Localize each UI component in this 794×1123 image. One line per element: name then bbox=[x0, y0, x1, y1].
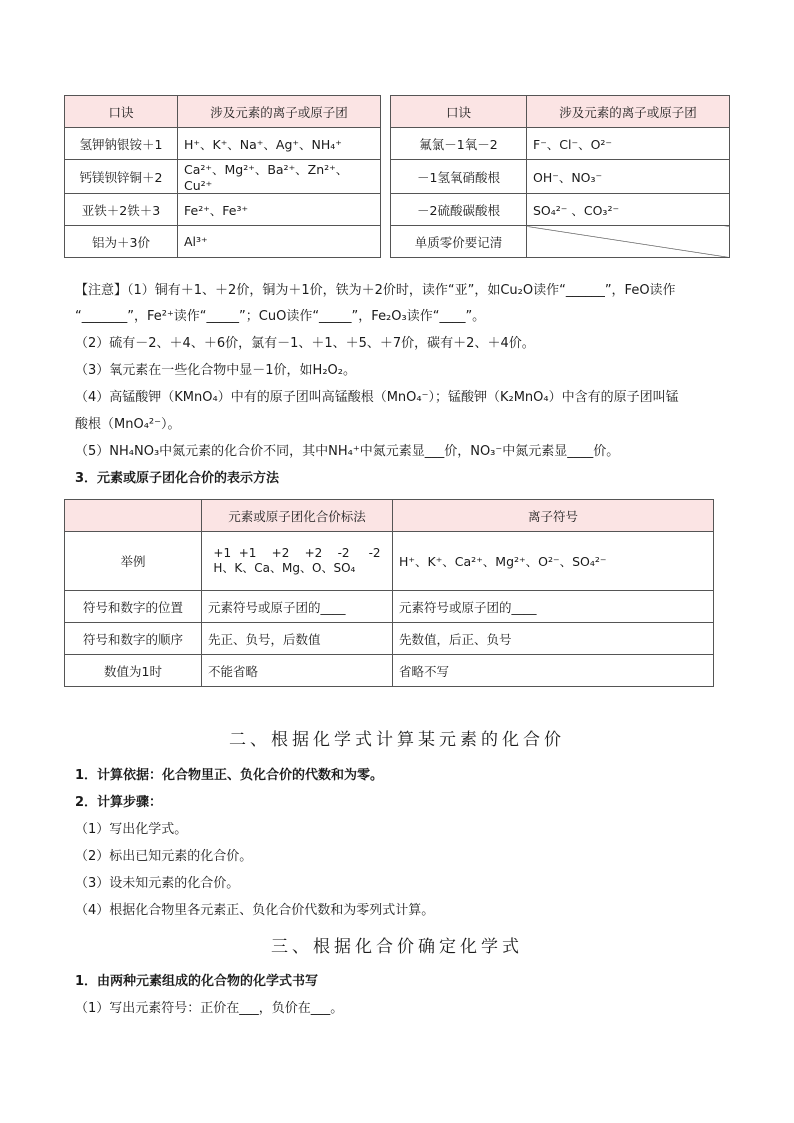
valence-numbers: +1 +1 +2 +2 -2 -2 bbox=[213, 546, 381, 560]
ions-cell: Fe²⁺、Fe³⁺ bbox=[178, 194, 381, 226]
ion-example: H⁺、K⁺、Ca²⁺、Mg²⁺、O²⁻、SO₄²⁻ bbox=[393, 532, 714, 591]
ions-cell: Al³⁺ bbox=[178, 226, 381, 258]
row-label: 符号和数字的位置 bbox=[65, 591, 202, 623]
header-ion: 离子符号 bbox=[393, 500, 714, 532]
ions-cell: H⁺、K⁺、Na⁺、Ag⁺、NH₄⁺ bbox=[178, 128, 381, 160]
table-row bbox=[65, 532, 714, 591]
cell: 元素符号或原子团的____ bbox=[202, 591, 393, 623]
cell: 先正、负号，后数值 bbox=[202, 623, 393, 655]
text-line: （3）设未知元素的化合价。 bbox=[75, 876, 240, 891]
mnemonic-cell: 氟氯－1氧－2 bbox=[391, 128, 527, 160]
valence-notation-table bbox=[64, 499, 714, 687]
table-row bbox=[65, 226, 730, 258]
note-line: （5）NH₄NO₃中氮元素的化合价不同，其中NH₄⁺中氮元素显___价，NO₃⁻中氮元素显____价。 bbox=[75, 444, 620, 459]
table-row bbox=[65, 623, 714, 655]
row-label: 举例 bbox=[65, 532, 202, 591]
section-title: 3．元素或原子团化合价的表示方法 bbox=[75, 471, 280, 486]
row-label: 符号和数字的顺序 bbox=[65, 623, 202, 655]
text-line: （4）根据化合物里各元素正、负化合价代数和为零列式计算。 bbox=[75, 903, 435, 918]
text-line: 1．计算依据：化合物里正、负化合价的代数和为零。 bbox=[75, 768, 384, 783]
note-line: （4）高锰酸钾（KMnO₄）中有的原子团叫高锰酸根（MnO₄⁻）；锰酸钾（K₂MnO₄）中含有的原子团叫锰 bbox=[75, 390, 679, 405]
header-mnemonic: 口诀 bbox=[65, 96, 178, 128]
mnemonic-cell: 亚铁＋2铁＋3 bbox=[65, 194, 178, 226]
cell: 不能省略 bbox=[202, 655, 393, 687]
table-row bbox=[65, 591, 714, 623]
row-label: 数值为1时 bbox=[65, 655, 202, 687]
header-blank bbox=[65, 500, 202, 532]
mnemonic-cell: 氢钾钠银铵＋1 bbox=[65, 128, 178, 160]
note-line: “_______”，Fe²⁺读作“_____”；CuO读作“_____”，Fe₂O₃读作“____”。 bbox=[75, 309, 486, 324]
note-line: 【注意】（1）铜有＋1、＋2价，铜为＋1价，铁为＋2价时，读作“亚”，如Cu₂O读作“______”，FeO读作 bbox=[75, 283, 676, 298]
header-ions-2: 涉及元素的离子或原子团 bbox=[527, 96, 730, 128]
text-line: 1．由两种元素组成的化合物的化学式书写 bbox=[75, 974, 319, 989]
mnemonic-cell: 单质零价要记清 bbox=[391, 226, 527, 258]
section-heading: 三、根据化合价确定化学式 bbox=[271, 937, 523, 957]
text-line: 2．计算步骤： bbox=[75, 795, 163, 810]
ions-cell: SO₄²⁻ 、CO₃²⁻ bbox=[527, 194, 730, 226]
table-row bbox=[65, 194, 730, 226]
mnemonic-cell: －2硫酸碳酸根 bbox=[391, 194, 527, 226]
text-line: （1）写出化学式。 bbox=[75, 822, 188, 837]
header-mnemonic-2: 口诀 bbox=[391, 96, 527, 128]
table-row bbox=[65, 128, 730, 160]
mnemonic-cell: 铝为＋3价 bbox=[65, 226, 178, 258]
valence-symbols: H、K、Ca、Mg、O、SO₄ bbox=[213, 561, 356, 575]
table-gap bbox=[381, 96, 391, 128]
text-line: （1）写出元素符号：正价在___，负价在___。 bbox=[75, 1001, 344, 1016]
mnemonic-cell: 钙镁钡锌铜＋2 bbox=[65, 160, 178, 194]
note-line: （2）硫有－2、＋4、＋6价，氯有－1、＋1、＋5、＋7价，碳有＋2、＋4价。 bbox=[75, 336, 535, 351]
header-ions: 涉及元素的离子或原子团 bbox=[178, 96, 381, 128]
ions-cell: F⁻、Cl⁻、O²⁻ bbox=[527, 128, 730, 160]
cell: 元素符号或原子团的____ bbox=[393, 591, 714, 623]
section-heading: 二、根据化学式计算某元素的化合价 bbox=[229, 730, 565, 750]
mnemonic-cell: －1氢氧硝酸根 bbox=[391, 160, 527, 194]
ions-cell: OH⁻、NO₃⁻ bbox=[527, 160, 730, 194]
ions-cell: Ca²⁺、Mg²⁺、Ba²⁺、Zn²⁺、Cu²⁺ bbox=[178, 160, 381, 194]
table-row bbox=[65, 655, 714, 687]
table-row bbox=[65, 160, 730, 194]
note-line: （3）氧元素在一些化合物中显－1价，如H₂O₂。 bbox=[75, 363, 356, 378]
cell: 先数值，后正、负号 bbox=[393, 623, 714, 655]
text-line: （2）标出已知元素的化合价。 bbox=[75, 849, 253, 864]
empty-diagonal-cell bbox=[527, 226, 730, 258]
header-valence: 元素或原子团化合价标法 bbox=[202, 500, 393, 532]
valence-example bbox=[202, 532, 393, 591]
valence-mnemonic-table bbox=[64, 95, 730, 258]
note-line: 酸根（MnO₄²⁻）。 bbox=[75, 417, 181, 432]
cell: 省略不写 bbox=[393, 655, 714, 687]
